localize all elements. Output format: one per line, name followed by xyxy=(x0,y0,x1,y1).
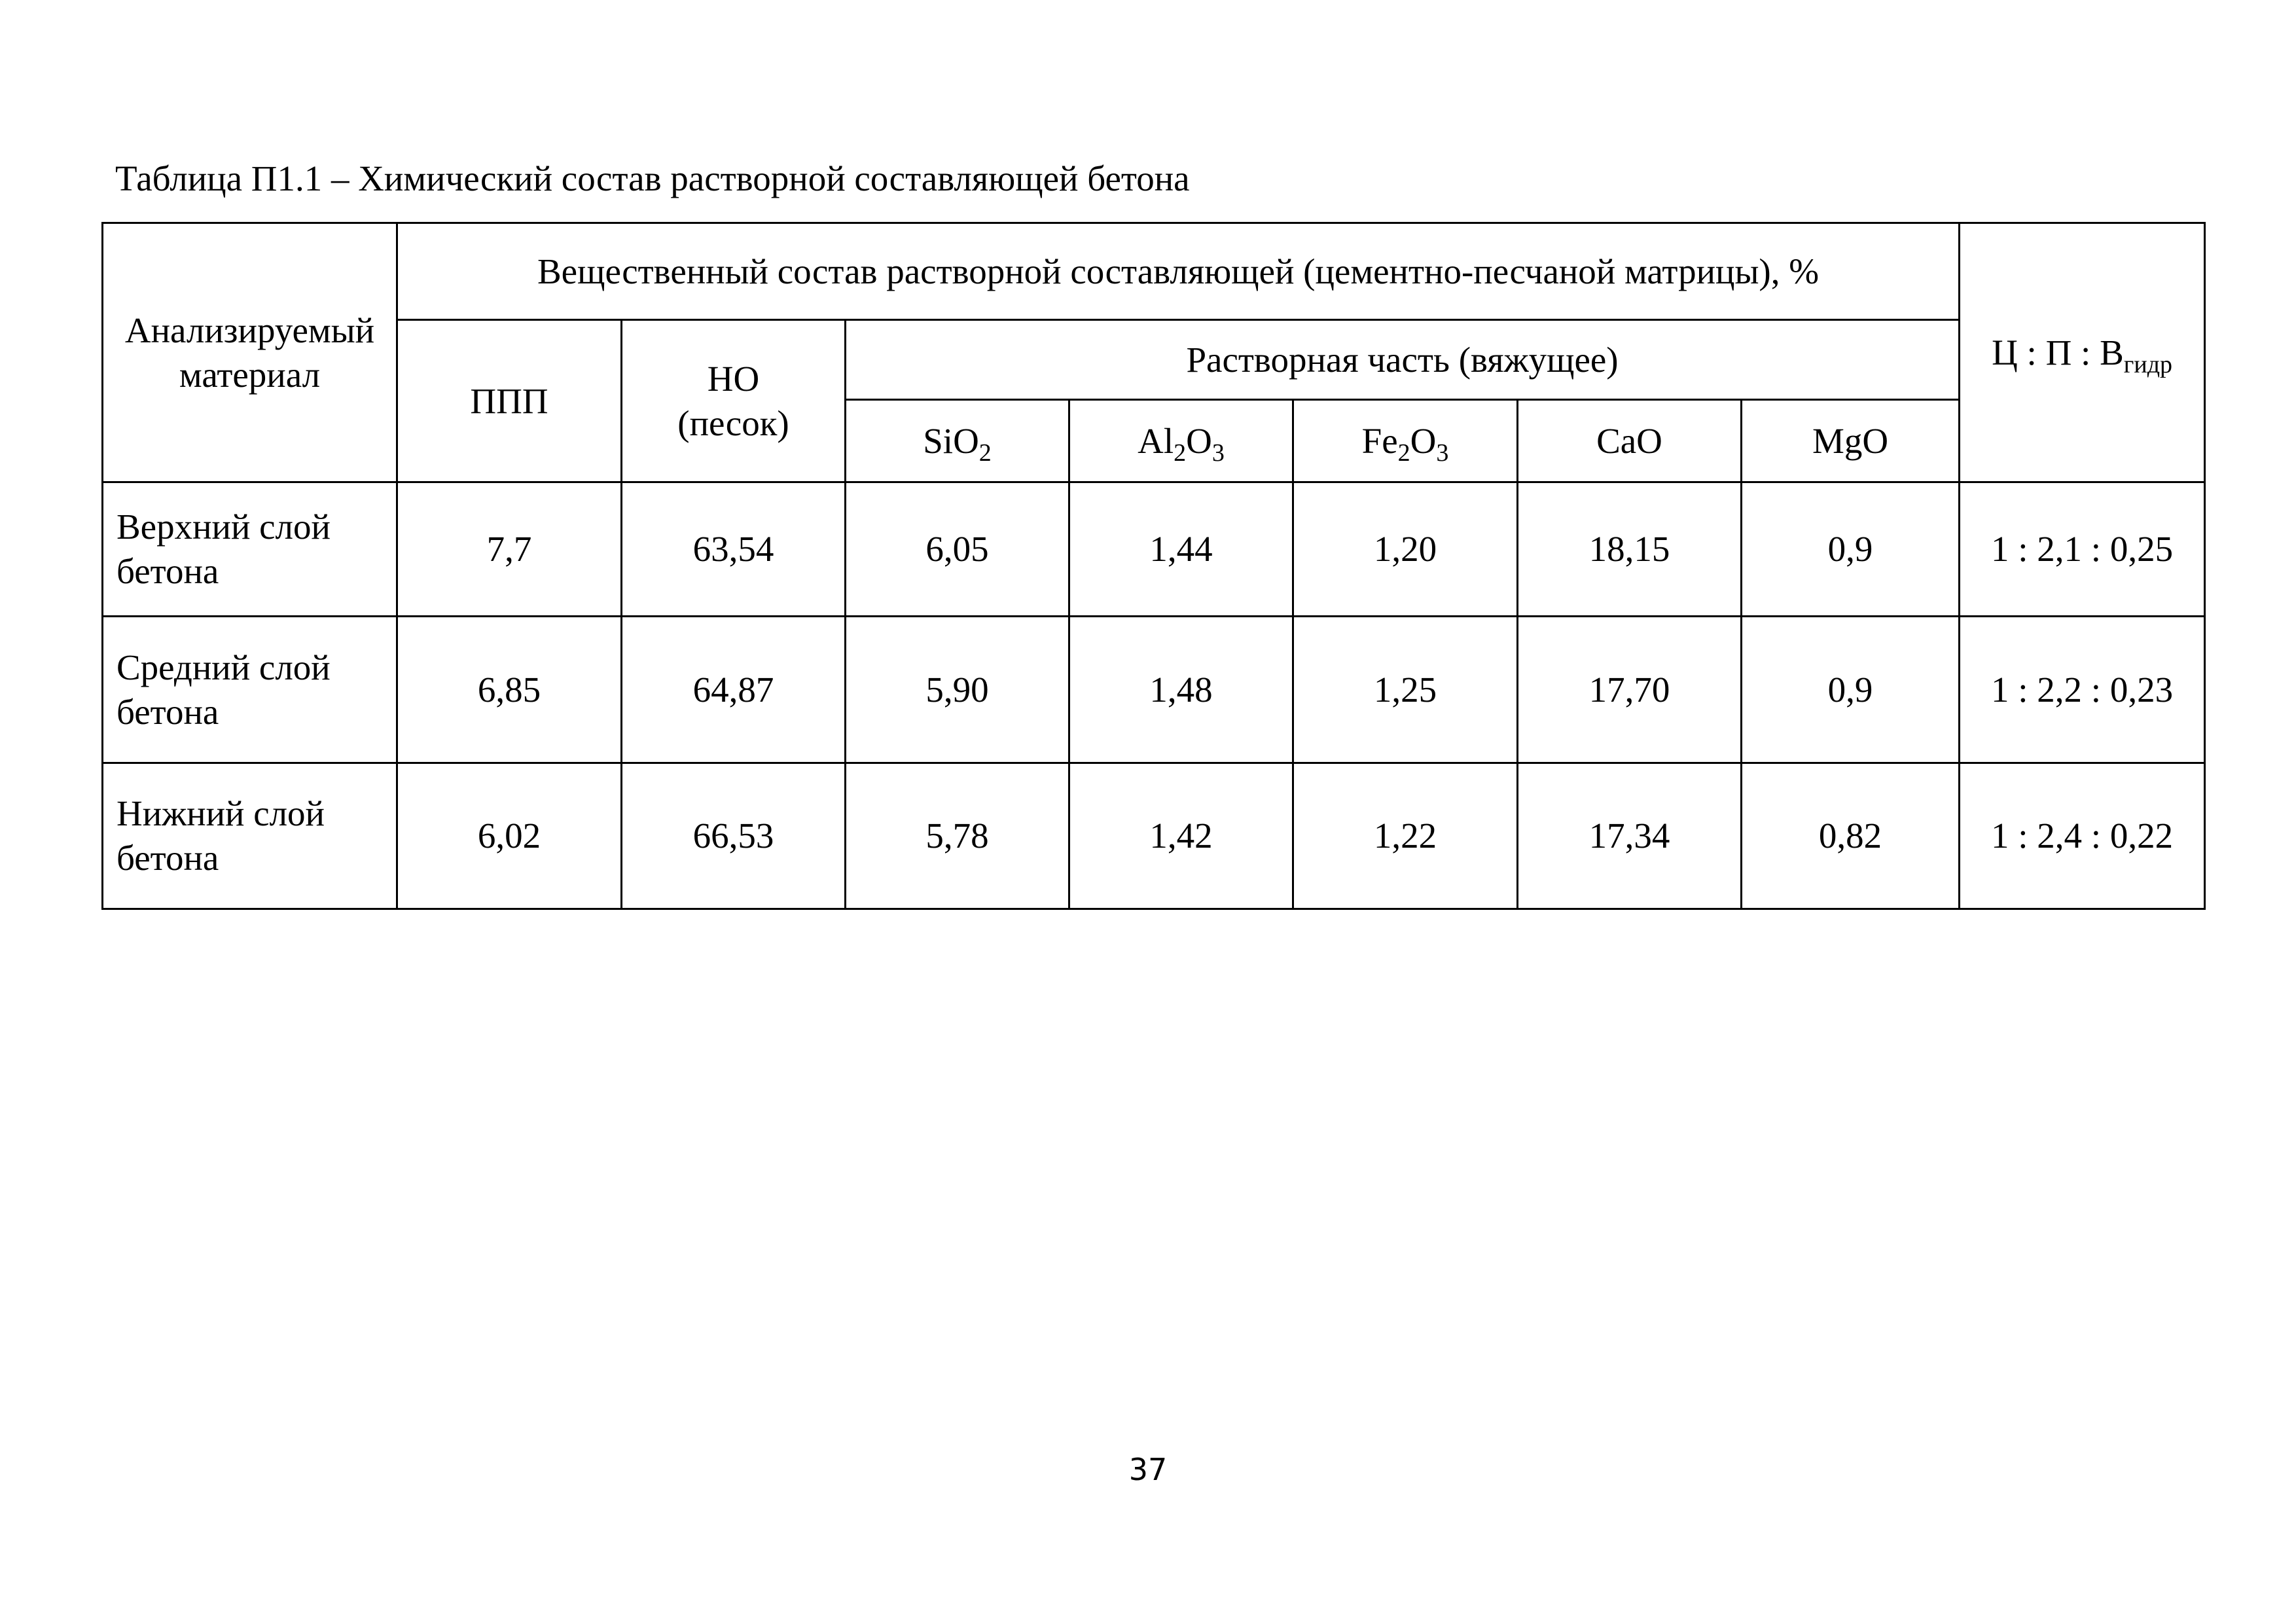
row-material-line1: Нижний слой xyxy=(117,793,325,833)
cell-no: 66,53 xyxy=(622,763,846,909)
row-material xyxy=(103,763,397,909)
header-al2o3-b: O xyxy=(1186,420,1212,461)
cell-fe2o3: 1,25 xyxy=(1293,617,1518,763)
row-material-line2: бетона xyxy=(117,551,219,591)
header-cao: CaO xyxy=(1518,400,1742,482)
cell-sio2: 5,90 xyxy=(846,617,1069,763)
header-row-1 xyxy=(103,223,2205,320)
table-row xyxy=(103,617,2205,763)
cell-ppp: 6,02 xyxy=(397,763,622,909)
cell-cao: 17,70 xyxy=(1518,617,1742,763)
table-row xyxy=(103,763,2205,909)
row-material-line2: бетона xyxy=(117,691,219,732)
cell-mgo: 0,9 xyxy=(1742,617,1960,763)
cell-al2o3: 1,42 xyxy=(1069,763,1293,909)
header-row-2 xyxy=(103,320,2205,400)
row-material-line2: бетона xyxy=(117,838,219,878)
row-material-line1: Средний слой xyxy=(117,647,331,687)
chemical-composition-table xyxy=(101,222,2206,910)
header-binder-group: Растворная часть (вяжущее) xyxy=(846,320,1960,400)
cell-cao: 18,15 xyxy=(1518,482,1742,617)
cell-fe2o3: 1,20 xyxy=(1293,482,1518,617)
cell-mgo: 0,82 xyxy=(1742,763,1960,909)
cell-ppp: 6,85 xyxy=(397,617,622,763)
header-material xyxy=(103,223,397,482)
header-sio2 xyxy=(846,400,1069,482)
cell-ratio: 1 : 2,4 : 0,22 xyxy=(1960,763,2205,909)
row-material-line1: Верхний слой xyxy=(117,507,331,547)
table-row xyxy=(103,482,2205,617)
header-composition-group: Вещественный состав растворной составляющей (цементно-песчаной матрицы), % xyxy=(397,223,1960,320)
header-fe2o3-sub2: 3 xyxy=(1436,439,1449,467)
header-sio2-sub: 2 xyxy=(978,439,992,467)
cell-sio2: 6,05 xyxy=(846,482,1069,617)
cell-ratio: 1 : 2,1 : 0,25 xyxy=(1960,482,2205,617)
cell-no: 64,87 xyxy=(622,617,846,763)
cell-al2o3: 1,48 xyxy=(1069,617,1293,763)
header-ratio-base: Ц : П : В xyxy=(1992,332,2124,372)
page-number: 37 xyxy=(1128,1452,1168,1487)
header-no-line1: НО xyxy=(707,358,760,399)
header-al2o3-a: Al xyxy=(1138,420,1174,461)
header-mgo: MgO xyxy=(1742,400,1960,482)
cell-cao: 17,34 xyxy=(1518,763,1742,909)
header-fe2o3-sub1: 2 xyxy=(1397,439,1410,467)
header-ratio xyxy=(1960,223,2205,482)
header-al2o3 xyxy=(1069,400,1293,482)
cell-ppp: 7,7 xyxy=(397,482,622,617)
header-fe2o3-b: O xyxy=(1410,420,1437,461)
cell-sio2: 5,78 xyxy=(846,763,1069,909)
header-sio2-base: SiO xyxy=(923,420,979,461)
cell-al2o3: 1,44 xyxy=(1069,482,1293,617)
cell-no: 63,54 xyxy=(622,482,846,617)
header-fe2o3 xyxy=(1293,400,1518,482)
header-no-line2: (песок) xyxy=(677,403,789,443)
row-material xyxy=(103,482,397,617)
cell-mgo: 0,9 xyxy=(1742,482,1960,617)
row-material xyxy=(103,617,397,763)
header-ppp: ППП xyxy=(397,320,622,482)
header-al2o3-sub2: 3 xyxy=(1211,439,1225,467)
table-caption: Таблица П1.1 – Химический состав растворной составляющей бетона xyxy=(115,158,1190,198)
header-fe2o3-a: Fe xyxy=(1361,420,1398,461)
header-al2o3-sub1: 2 xyxy=(1174,439,1187,467)
header-no xyxy=(622,320,846,482)
header-material-label: Анализируемый материал xyxy=(124,310,375,395)
cell-fe2o3: 1,22 xyxy=(1293,763,1518,909)
header-ratio-sub: гидр xyxy=(2123,350,2173,378)
cell-ratio: 1 : 2,2 : 0,23 xyxy=(1960,617,2205,763)
